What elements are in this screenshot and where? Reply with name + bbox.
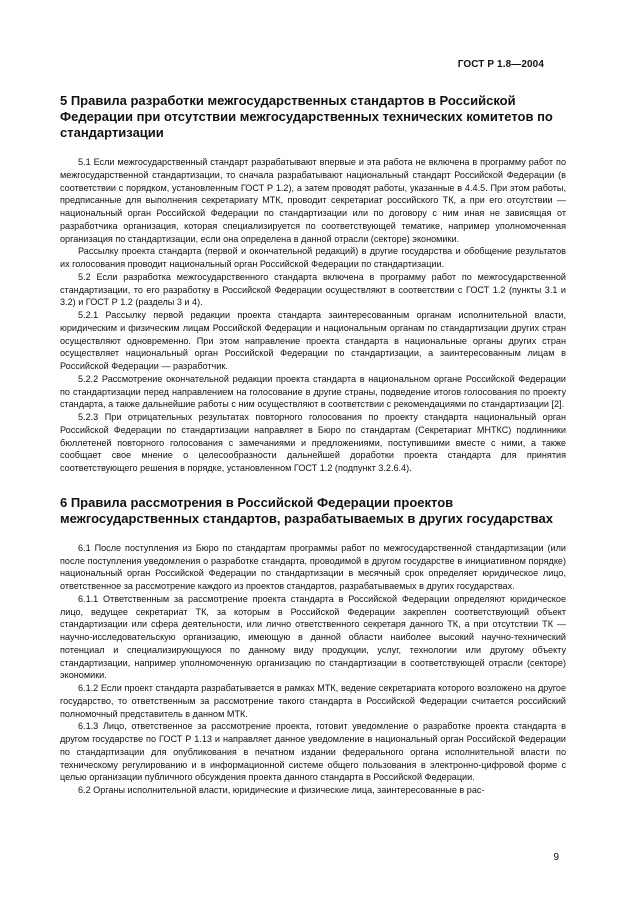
section-6-title: 6 Правила рассмотрения в Российской Федерации проектов межгосударственных стандартов, разрабатываемых в других государствах bbox=[60, 494, 553, 526]
paragraph-6-1-2: 6.1.2 Если проект стандарта разрабатывается в рамках МТК, ведение секретариата которого возложено на другое государство, то ответственным за рассмотрение такого стандарта в Российской Федерации считается российский полномочный представитель в данном МТК. bbox=[60, 683, 566, 719]
paragraph-5-1: 5.1 Если межгосударственный стандарт разрабатывают впервые и эта работа не включена в программу работ по межгосударственной стандартизации, то сначала разрабатывают национальный стандарт Российской Федерации (в соответствии с порядком, установленным ГОСТ Р 1.2), а затем проводят работы, указанные в 4.4.5. При этом работы, предписанные для выполнения секретариату МТК, проводит секретариат российского ТК, а при его отсутствии — национальный орган Российской Федерации по стандартизации или по договору с ним иная не зависящая от разработчика организация, которая специализируется по соответствующей тематике, например уполномоченная организация по стандартизации, если она определена в данной отрасли (секторе) экономики. bbox=[60, 157, 566, 244]
paragraph-5-1-distribution: Рассылку проекта стандарта (первой и окончательной редакций) в другие государства и обобщение результатов их голосования проводит национальный орган Российской Федерации по стандартизации. bbox=[60, 246, 566, 269]
page-number: 9 bbox=[553, 852, 559, 863]
page-content bbox=[60, 93, 566, 797]
paragraph-6-1: 6.1 После поступления из Бюро по стандартам программы работ по межгосударственной стандартизации (или после поступления уведомления о разработке стандарта, проводимой в другом государстве в инициативном порядке) национальный орган Российской Федерации по стандартизации в месячный срок определяет юридическое лицо, ответственное за рассмотрение каждого из проектов стандартов, разрабатываемых в других государствах. bbox=[60, 542, 566, 591]
paragraph-5-2: 5.2 Если разработка межгосударственного стандарта включена в программу работ по межгосударственной стандартизации, то его разработку в Российской Федерации осуществляют в соответствии с ГОСТ 1.2 (пункты 3.1 и 3.2) и ГОСТ Р 1.2 (разделы 3 и 4). bbox=[60, 271, 566, 308]
paragraph-5-2-1: 5.2.1 Рассылку первой редакции проекта стандарта заинтересованным органам исполнительной власти, юридическим и физическим лицам Российской Федерации и национальным органам по стандартизации других стран осуществляют одновременно. При этом направление проекта стандарта в национальные органы других стран осуществляет национальный орган Российской Федерации по стандартизации, а заинтересованным лицам в Российской Федерации — разработчик. bbox=[60, 310, 566, 371]
paragraph-5-2-2: 5.2.2 Рассмотрение окончательной редакции проекта стандарта в национальном органе Российской Федерации по стандартизации перед направлением на голосование в другие страны, подведение итогов голосования по проекту стандарта, а также дальнейшие работы с ним осуществляют в соответствии с рекомендациями по стандартизации [2]. bbox=[60, 373, 566, 410]
paragraph-6-1-3: 6.1.3 Лицо, ответственное за рассмотрение проекта, готовит уведомление о разработке проекта стандарта в другом государстве по ГОСТ Р 1.13 и направляет данное уведомление в национальный орган Российской Федерации по стандартизации для опубликования в печатном издании федерального органа исполнительной власти по техническому регулированию и в информационной системе общего пользования в электронно-цифровой форме с целью организации публичного обсуждения проекта данного стандарта в Российской Федерации. bbox=[60, 721, 566, 783]
paragraph-5-2-3: 5.2.3 При отрицательных результатах повторного голосования по проекту стандарта национальный орган Российской Федерации по стандартизации направляет в Бюро по стандартам (Секретариат МНТКС) подлинники бюллетеней повторного голосования с замечаниями и предложениями, поступившими вместе с ними, а также сообщает свое мнение о целесообразности дальнейшей доработки проекта стандарта для принятия соответствующего решения в порядке, установленном ГОСТ 1.2 (подпункт 3.2.6.4). bbox=[60, 412, 566, 473]
section-5-title: 5 Правила разработки межгосударственных стандартов в Российской Федерации при отсутствии межгосударственных технических комитетов по стандартизации bbox=[60, 93, 553, 140]
document-id: ГОСТ Р 1.8—2004 bbox=[457, 59, 544, 70]
paragraph-6-2: 6.2 Органы исполнительной власти, юридические и физические лица, заинтересованные в рас- bbox=[78, 785, 485, 795]
paragraph-6-1-1: 6.1.1 Ответственным за рассмотрение проекта стандарта в Российской Федерации определяют юридическое лицо, ведущее секретариат ТК, за которым в Российской Федерации закреплен соответствующий объект стандартизации или сфера деятельности, или лично ответственного секретаря данного ТК, а при отсутствии ТК — научно-исследовательскую организацию, имеющую в данной области наиболее высокий научно-технический потенциал и специализирующуюся по данному виду продукции, услуг, технологии или другому объекту стандартизации, например уполномоченную организацию по стандартизации в соответствующей отрасли (секторе) экономики. bbox=[60, 593, 566, 681]
